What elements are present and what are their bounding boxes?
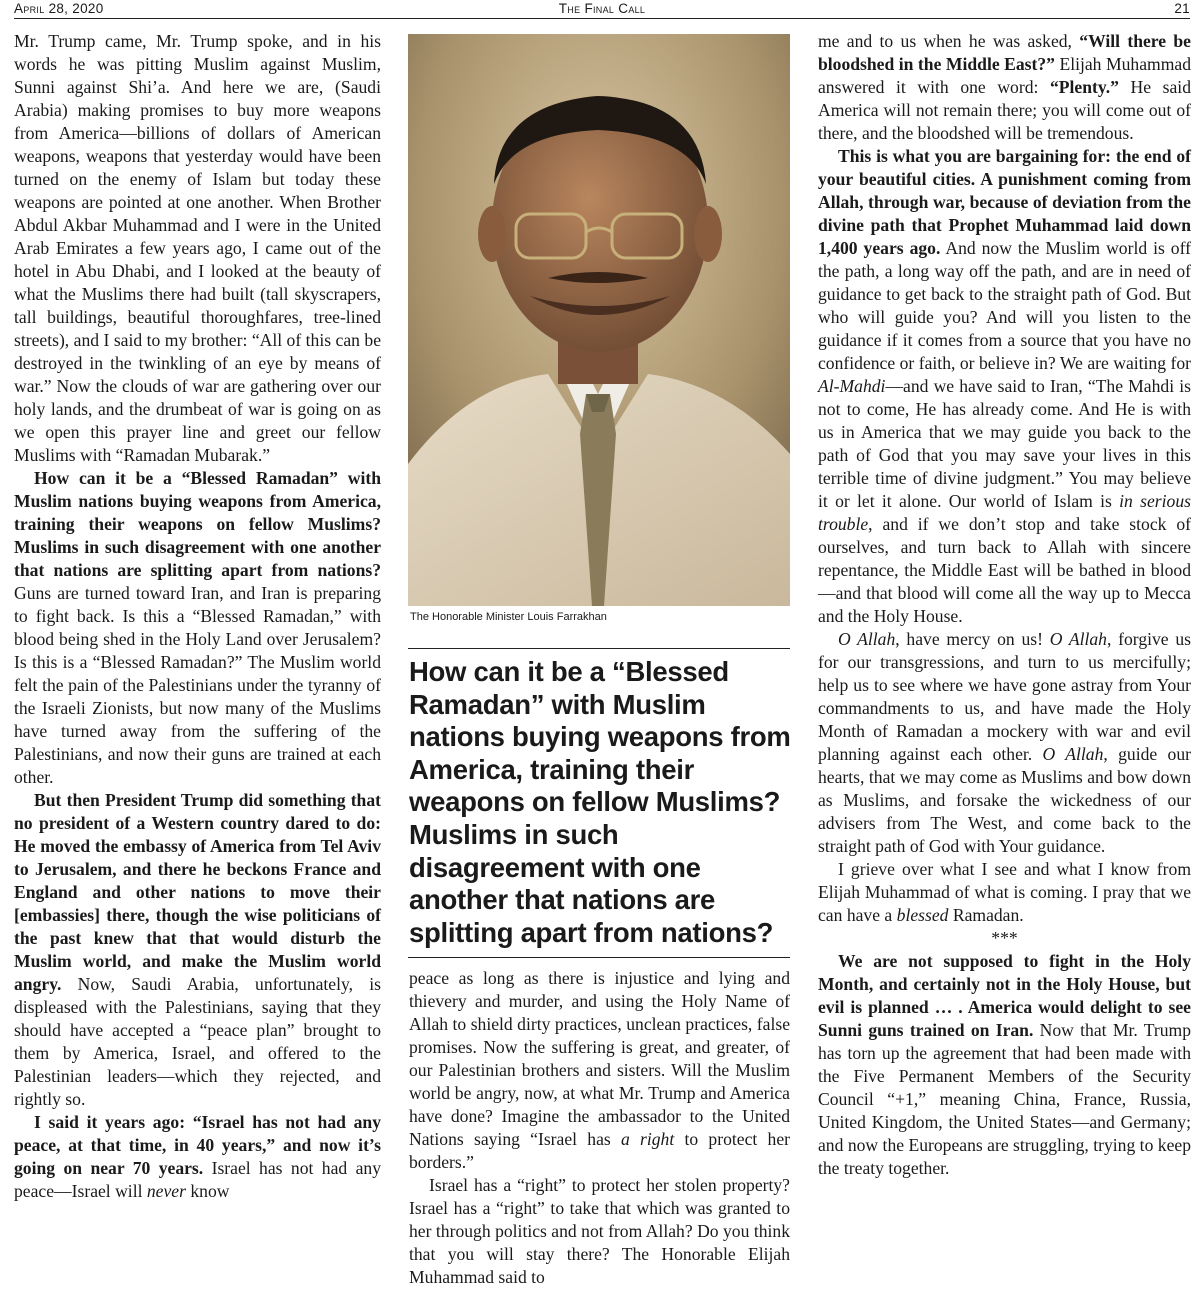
paragraph: I said it years ago: “Israel has not had any peace, at that time, in 40 years,” and now it’s going on near 70 years. Israel has not had any peace—Israel will never know [14,1112,381,1201]
paragraph: Mr. Trump came, Mr. Trump spoke, and in his words he was pitting Muslim against Muslim, Sunni against Shi’a. And here we are, (Saudi Arabia) making promises to buy more weapons from America—billions of dollars of American weapons, weapons that yesterday would have been turned on the enemy of Islam but today these weapons are pointed at one another. When Brother Abdul Akbar Muhammad and I were in the United Arab Emirates a few years ago, I came out of the hotel in Abu Dhabi, and I looked at the beauty of what the Muslims there had built (tall skyscrapers, tall buildings, beautiful thoroughfares, tree-lined streets), and I said to my brother: “All of this can be destroyed in the twinkling of an eye by means of war.” Now the clouds of war are gathering over our holy lands, and the drumbeat of war is going on as we open this prayer line and greet our fellow Muslims with “Ramadan Mubarak.” [14,31,381,465]
issue-date: April 28, 2020 [14,1,104,16]
page-number: 21 [1174,1,1190,16]
bold-text: “Will there be bloodshed in the Middle East?” [818,31,1191,74]
bold-text: I said it years ago: “Israel has not had any peace, at that time, in 40 years,” and now it’s going on near 70 years. [14,1112,381,1178]
paragraph: I grieve over what I see and what I know from Elijah Muhammad of what is coming. I pray that we can have a blessed Ramadan. [818,859,1191,925]
pull-quote-bottom-rule [408,957,790,958]
paragraph: We are not supposed to fight in the Holy Month, and certainly not in the Holy House, but evil is planned … . America would delight to see Sunni guns trained on Iran. Now that Mr. Trump has torn up the agreement that had been made with the Five Permanent Members of the Security Council “+1,” meaning China, France, Russia, United Kingdom, the United States—and Germany; and now the Europeans are struggling, trying to keep the treaty together. [818,951,1191,1178]
paragraph: But then President Trump did something that no president of a Western country dared to do: He moved the embassy of America from Tel Aviv to Jerusalem, and there he beckons France and England and other nations to move their [embassies] there, though the wise politicians of the past knew that that would disturb the Muslim world, and make the Muslim world angry. Now, Saudi Arabia, unfortunately, is displeased with the Palestinians, saying that they should have accepted a “peace plan” brought to them by America, Israel, and offered to the Palestinian leaders—which they rejected, and rightly so. [14,790,381,1109]
portrait-illustration [408,34,790,606]
paragraph: Israel has a “right” to protect her stolen property? Israel has a “right” to take that which was granted to her through politics and not from Allah? Do you think that you will stay there? The Honorable Elijah Muhammad said to [409,1175,790,1287]
publication-name: The Final Call [558,1,646,16]
bold-text: How can it be a “Blessed Ramadan” with Muslim nations buying weapons from America, training their weapons on fellow Muslims? Muslims in such disagreement with one another that nations are splitting apart from nations? [14,468,381,580]
paragraph: peace as long as there is injustice and lying and thievery and murder, and using the Holy Name of Allah to shield dirty practices, unclean practices, false promises. Now the suffering is great, and greater, of our Palestinian brothers and sisters. Will the Muslim world be angry, now, at what Mr. Trump and America have done? Imagine the ambassador to the United Nations saying “Israel has a right to protect her borders.” [409,968,790,1172]
pull-quote: How can it be a “Blessed Ramadan” with Muslim nations buying weapons from America, training their weapons on fellow Muslims? Muslims in such disagreement with one another that nations are splitting apart from nations? [409,656,791,948]
paragraph: How can it be a “Blessed Ramadan” with Muslim nations buying weapons from America, training their weapons on fellow Muslims? Muslims in such disagreement with one another that nations are splitting apart from nations? Guns are turned toward Iran, and Iran is preparing to fight back. Is this a “Blessed Ramadan,” with blood being shed in the Holy Land over Jerusalem? Is this is a “Blessed Ramadan?” The Muslim world felt the pain of the Palestinians under the tyranny of the Israeli Zionists, but now many of the Muslims have turned away from the suffering of the Palestinians, and now their guns are trained at each other. [14,468,381,787]
bold-text: But then President Trump did something that no president of a Western country dared to do: He moved the embassy of America from Tel Aviv to Jerusalem, and there he beckons France and England and other nations to move their [embassies] there, though the wise politicians of the past knew that that would disturb the Muslim world, and make the Muslim world angry. [14,790,381,994]
pull-quote-top-rule [408,648,790,649]
paragraph: O Allah, have mercy on us! O Allah, forgive us for our transgressions, and turn to us mercifully; help us to see where we have gone astray from Your commandments to us, and have made the Holy Month of Ramadan a mockery with war and evil planning against each other. O Allah, guide our hearts, that we may come as Muslims and bow down as Muslims, and forsake the wickedness of our advisers from The West, and come back to the straight path of God with Your guidance. [818,629,1192,856]
article-column-3 [818,30,1191,1180]
bold-text: “Plenty.” [1050,77,1119,97]
bold-text: We are not supposed to fight in the Holy Month, and certainly not in the Holy House, but evil is planned … . America would delight to see Sunni guns trained on Iran. [818,951,1191,1040]
page-header [14,0,1190,19]
paragraph: This is what you are bargaining for: the end of your beautiful cities. A punishment coming from Allah, through war, because of deviation from the divine path that Prophet Muhammad laid down 1,400 years ago. And now the Muslim world is off the path, a long way off the path, and are in need of guidance to get back to the straight path of God. But who will guide you? And will you listen to the guidance if it comes from a source that you have no confidence or faith, or believe in? We are waiting for Al-Mahdi—and we have said to Iran, “The Mahdi is not to come, He has already come. And He is with us in America that we may guide you back to the path of God that you may save your lives in this terrible time of divine judgment.” You may believe it or let it alone. Our world of Islam is in serious trouble, and if we don’t stop and take stock of ourselves, and turn back to Allah with sincere repentance, the Middle East will be bathed in blood—and that blood will come all the way up to Mecca and the Holy House. [818,146,1191,626]
paragraph: me and to us when he was asked, “Will there be bloodshed in the Middle East?” Elijah Muhammad answered it with one word: “Plenty.” He said America will not remain there; you will come out of there, and the bloodshed will be tremendous. [818,31,1191,143]
photo-caption: The Honorable Minister Louis Farrakhan [410,611,607,623]
portrait-photo [408,34,790,606]
article-column-1 [14,30,381,1203]
article-column-2 [409,967,790,1289]
bold-text: This is what you are bargaining for: the end of your beautiful cities. A punishment coming from Allah, through war, because of deviation from the divine path that Prophet Muhammad laid down 1,400 years ago. [818,146,1191,258]
section-separator: *** [991,928,1018,948]
